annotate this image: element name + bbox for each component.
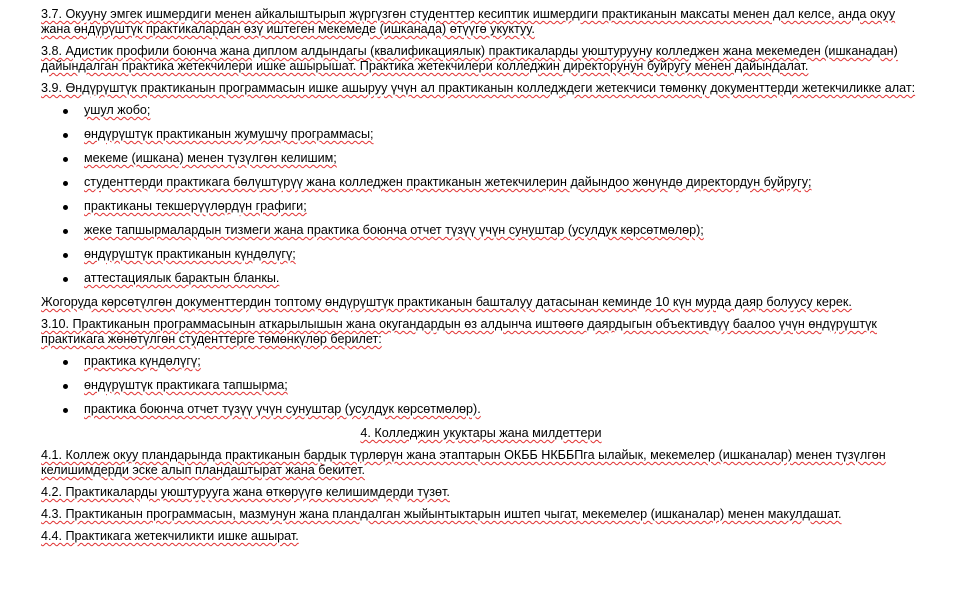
list-item: өндүрүштүк практиканын күндөлүгү;: [41, 247, 921, 262]
list-item: өндүрүштүк практикага тапшырма;: [41, 378, 921, 393]
paragraph-3-10: 3.10. Практиканын программасынын аткарылышын жана окугандардын өз алдынча иштөөгө даярдыгын объективдүү баалоо үчүн өндүрүштүк практикага жөнөтүлгөн студенттерге төмөнкүлөр берилет:: [41, 317, 877, 346]
paragraph-4-4: 4.4. Практикага жетекчиликти ишке ашырат.: [41, 529, 299, 543]
paragraph-3-8: 3.8. Адистик профили боюнча жана диплом алдындагы (квалификациялык) практикаларды уюштурууну колледжен жана мекемеден (ишканадан) дайындалган практика жетекчилери ишке ашырышат. Практика жетекчилери колледжин директорунун буйругу менен дайындалат.: [41, 44, 898, 73]
document-list-3-10: [41, 354, 921, 417]
list-item: аттестациялык барактын бланкы.: [41, 271, 921, 286]
paragraph-4-2: 4.2. Практикаларды уюштурууга жана өткөрүүгө келишимдерди түзөт.: [41, 485, 450, 499]
paragraph-3-9: 3.9. Өндүрүштүк практиканын программасын ишке ашыруу үчүн ал практиканын колледждеги жетекчиси төмөнкү документтерди жетекчиликке алат:: [41, 81, 916, 95]
list-item: практика боюнча отчет түзүү үчүн сунуштар (усулдук көрсөтмөлөр).: [41, 402, 921, 417]
list-item: мекеме (ишкана) менен түзүлгөн келишим;: [41, 151, 921, 166]
paragraph-3-9-note: Жогоруда көрсөтүлгөн документтердин топтому өндүрүштүк практиканын башталуу датасынан кеминде 10 күн мурда даяр болуусу керек.: [41, 295, 852, 309]
document-page: [41, 7, 921, 551]
list-item: өндүрүштүк практиканын жумушчу программасы;: [41, 127, 921, 142]
paragraph-4-3: 4.3. Практиканын программасын, мазмунун жана пландалган жыйынтыктарын иштеп чыгат, мекемелер (ишканалар) менен макулдашат.: [41, 507, 842, 521]
list-item: ушул жобо;: [41, 103, 921, 118]
section-4-heading: 4. Колледжин укуктары жана милдеттери: [360, 426, 602, 440]
document-list-3-9: [41, 103, 921, 286]
list-item: жеке тапшырмалардын тизмеги жана практика боюнча отчет түзүү үчүн сунуштар (усулдук көрсөтмөлөр);: [41, 223, 921, 238]
paragraph-3-7: 3.7. Окууну эмгек ишмердиги менен айкалыштырып жүргүзгөн студенттер кесиптик ишмердиги практиканын максаты менен дал келсе, анда окуу жана өндүрүштүк практикалардан өзү иштеген мекемеде (ишканада) өтүүгө укуктуу.: [41, 7, 896, 36]
list-item: студенттерди практикага бөлүштүрүү жана колледжен практиканын жетекчилерин дайындоо жөнүндө директордун буйругу;: [41, 175, 921, 190]
list-item: практика күндөлүгү;: [41, 354, 921, 369]
paragraph-4-1: 4.1. Коллеж окуу пландарында практиканын бардык түрлөрүн жана этаптарын ОКББ НКББПга ылайык, мекемелер (ишканалар) менен түзүлгөн келишимдерди эске алып пландаштырат жана бекитет.: [41, 448, 886, 477]
list-item: практиканы текшерүүлөрдүн графиги;: [41, 199, 921, 214]
